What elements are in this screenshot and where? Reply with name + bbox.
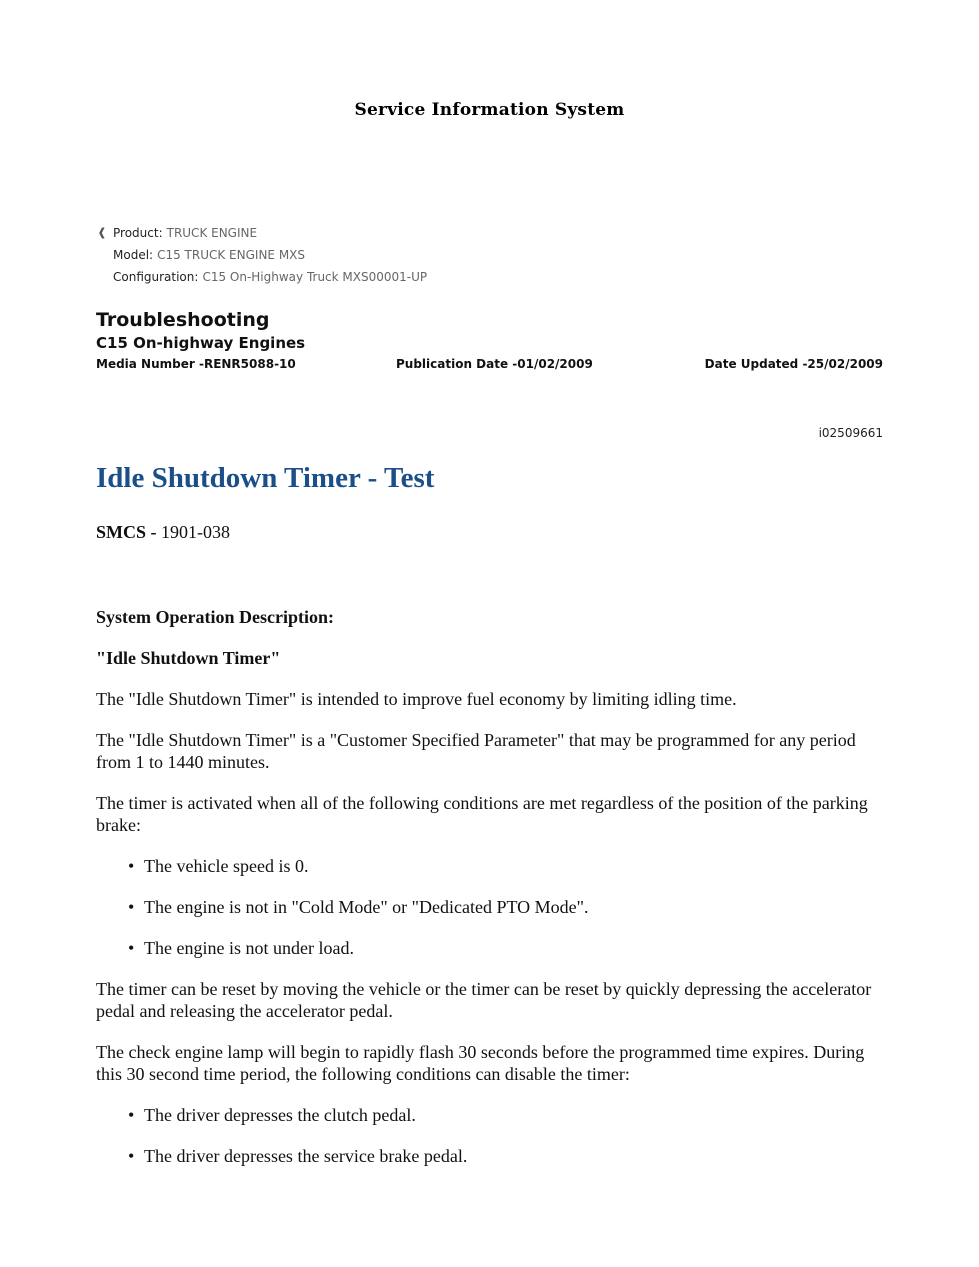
document-id: i02509661: [818, 426, 883, 440]
manual-title: Troubleshooting: [96, 309, 270, 331]
subsection-title: "Idle Shutdown Timer": [96, 648, 281, 668]
page-title: Idle Shutdown Timer - Test: [96, 462, 435, 494]
list-item-text: The driver depresses the clutch pedal.: [144, 1105, 416, 1125]
list-item: [128, 1104, 876, 1126]
paragraph: The "Idle Shutdown Timer" is intended to improve fuel economy by limiting idling time.: [96, 689, 737, 709]
bullet: •: [128, 1146, 135, 1166]
publication-date: Publication Date -01/02/2009: [396, 357, 593, 371]
smcs-code: [96, 522, 230, 543]
disable-conditions-list: [96, 1104, 876, 1167]
list-item: [128, 855, 876, 877]
conditions-list: [96, 855, 876, 959]
date-updated: Date Updated -25/02/2009: [704, 357, 883, 371]
list-item: [128, 896, 876, 918]
smcs-label: SMCS -: [96, 522, 162, 542]
section-title: System Operation Description:: [96, 607, 334, 627]
list-item: [128, 1145, 876, 1167]
product-value: TRUCK ENGINE: [166, 226, 258, 240]
configuration-row: [96, 266, 427, 288]
paragraph: The timer can be reset by moving the vehicle or the timer can be reset by quickly depressing the accelerator pedal and releasing the accelerator pedal.: [96, 979, 872, 1021]
model-label: Model:: [113, 248, 154, 262]
product-info: [96, 222, 427, 288]
smcs-value: 1901-038: [161, 522, 231, 542]
document-body: [96, 606, 876, 1186]
product-label: Product:: [113, 226, 163, 240]
list-item-text: The driver depresses the service brake pedal.: [144, 1146, 468, 1166]
paragraph: The "Idle Shutdown Timer" is a "Customer Specified Parameter" that may be programmed for any period from 1 to 1440 minutes.: [96, 730, 856, 772]
bullet: •: [128, 1105, 135, 1125]
list-item: [128, 937, 876, 959]
back-arrow-icon[interactable]: ❰: [97, 226, 107, 239]
bullet: •: [128, 938, 135, 958]
model-row: [96, 244, 427, 266]
system-title: Service Information System: [354, 100, 625, 120]
list-item-text: The engine is not in "Cold Mode" or "Dedicated PTO Mode".: [144, 897, 589, 917]
product-row: [96, 222, 427, 244]
paragraph: The timer is activated when all of the following conditions are met regardless of the position of the parking brake:: [96, 793, 868, 835]
list-item-text: The engine is not under load.: [144, 938, 354, 958]
bullet: •: [128, 856, 135, 876]
list-item-text: The vehicle speed is 0.: [144, 856, 309, 876]
model-value: C15 TRUCK ENGINE MXS: [157, 248, 306, 262]
manual-meta: [96, 356, 883, 372]
manual-subtitle: C15 On-highway Engines: [96, 334, 306, 352]
configuration-label: Configuration:: [113, 270, 199, 284]
manual-header: [96, 308, 883, 372]
configuration-value: C15 On-Highway Truck MXS00001-UP: [202, 270, 428, 284]
media-number: Media Number -RENR5088-10: [96, 357, 296, 371]
paragraph: The check engine lamp will begin to rapidly flash 30 seconds before the programmed time expires. During this 30 second time period, the following conditions can disable the timer:: [96, 1042, 865, 1084]
bullet: •: [128, 897, 135, 917]
